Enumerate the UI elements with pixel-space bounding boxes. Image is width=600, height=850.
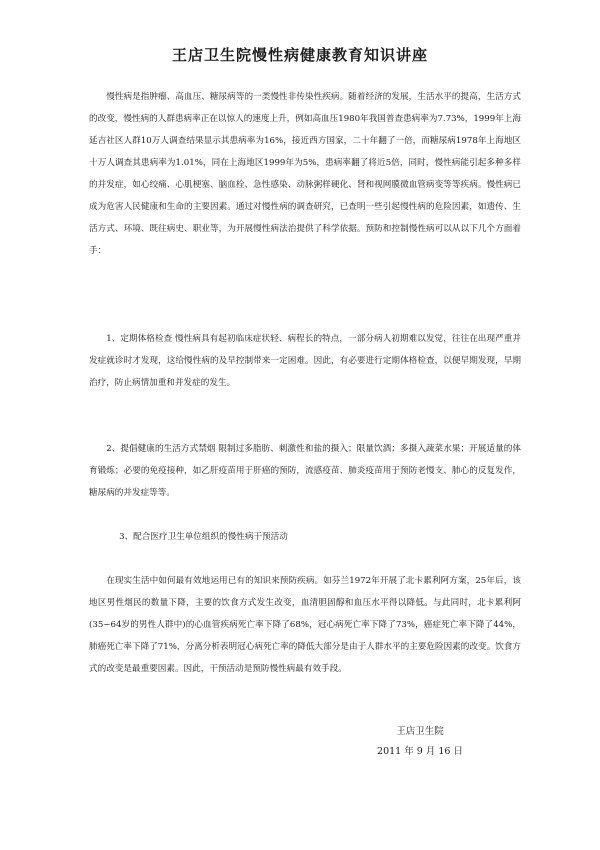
section-3-heading: 3、配合医疗卫生单位组织的慢性病干预活动	[119, 532, 288, 542]
document-title: 王店卫生院慢性病健康教育知识讲座	[171, 46, 428, 64]
intro-paragraph: 慢性病是指肿瘤、高血压、糖尿病等的一类慢性非传染性疾病。随着经济的发展，生活水平的提高，生活方式的改变，慢性病的人群患病率正在以惊人的速度上升，例如高血压1980年我国普查患病率为7.73%，1999年上海延吉社区人群10万人调查结果显示其患病率为16%，接近西方国家，二十年翻了一倍，而糖尿病1978年上海地区十万人调查其患病率为1.01%，同在上海地区1999年为5%，患病率翻了将近5倍，同时，慢性病能引起多种多样的并发症，如心绞痛、心肌梗塞、脑血栓、急性感染、动脉粥样硬化、肾和视网膜微血管病变等等疾病。慢性病已成为危害人民健康和生命的主要因素。通过对慢性病的调查研究，已查明一些引起慢性病的危险因素，如遗传、生活方式、环境、既往病史、职业等，为开展慢性病法治提供了科学依据。预防和控制慢性病可以从以下几个方面着手：	[89, 92, 521, 256]
section-2-paragraph: 2、提倡健康的生活方式禁烟 限制过多脂肪、刺激性和盐的摄入；限量饮酒；多摄入蔬菜水果；开展适量的体育锻炼；必要的免疫接种，如乙肝疫苗用于肝癌的预防，流感疫苗、肺炎疫苗用于预防老慢支、肺心的反复发作，糖尿病的并发症等等。	[89, 444, 521, 498]
signature-date: 2011 年 9 月 16 日	[377, 746, 463, 757]
signature-organization: 王店卫生院	[396, 726, 444, 737]
section-1-paragraph: 1、定期体格检查 慢性病具有起初临床症状轻、病程长的特点，一部分病人初期难以发觉，往往在出现严重并发症就诊时才发现，这给慢性病的及早控制带来一定困难。因此，有必要进行定期体格检查，以便早期发现，早期治疗，防止病情加重和并发症的发生。	[89, 334, 521, 388]
section-3-paragraph: 在现实生活中如何最有效地运用已有的知识来预防疾病。如芬兰1972年开展了北卡累利阿方案，25年后，该地区男性烟民的数量下降，主要的饮食方式发生改变，血清胆固醇和血压水平得以降低。与此同时，北卡累利阿(35~64岁的男性人群中)的心血管疾病死亡率下降了68%，冠心病死亡率下降了73%，癌症死亡率下降了44%，肺癌死亡率下降了71%，分离分析表明冠心病死亡率的降低大部分是由于人群水平的主要危险因素的改变。饮食方式的改变是最重要因素。因此，干预活动是预防慢性病最有效手段。	[89, 576, 521, 674]
